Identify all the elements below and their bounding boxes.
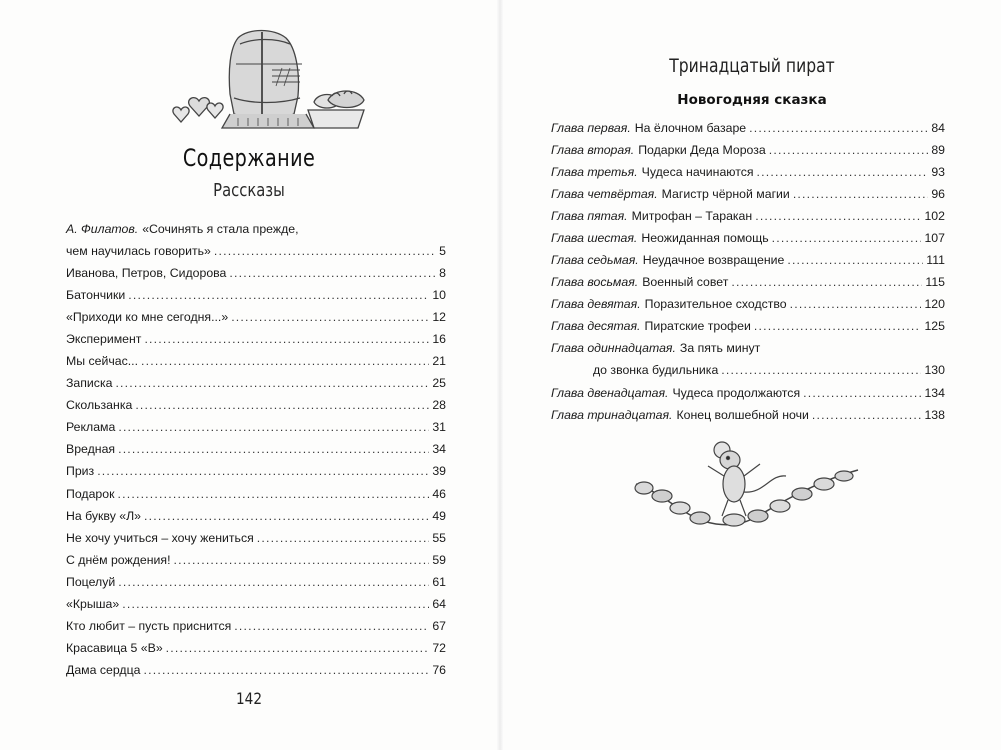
toc-entry: [66, 662, 446, 678]
leader-dots: [117, 486, 429, 502]
chapter-title: Военный совет: [642, 275, 729, 290]
toc-chapter-entry: [551, 208, 945, 224]
intro-title-line2: чем научилась говорить»: [66, 244, 211, 258]
leader-dots: [118, 441, 429, 457]
chapter-list-continued: [551, 385, 945, 423]
toc-entry: [66, 596, 446, 612]
chapter-page: 107: [924, 231, 945, 246]
leader-dots: [118, 419, 429, 435]
toc-entry: [66, 486, 446, 502]
toc-chapter-entry: [551, 142, 945, 158]
chapter-label: Глава одиннадцатая.: [551, 341, 676, 356]
story-page: 12: [432, 310, 446, 325]
chapter-title: Пиратские трофеи: [644, 319, 751, 334]
leader-dots: [144, 331, 429, 347]
story-title: Иванова, Петров, Сидорова: [66, 266, 227, 281]
toc-entry: [66, 265, 446, 281]
toc-entry: [66, 530, 446, 546]
chapter-label: Глава пятая.: [551, 209, 628, 224]
story-page: 25: [432, 376, 446, 391]
story-page: 21: [432, 354, 446, 369]
leader-dots: [144, 508, 429, 524]
chapter-label: Глава вторая.: [551, 143, 635, 158]
toc-entry: [66, 574, 446, 590]
toc-entry: [66, 508, 446, 524]
chapter-title: Конец волшебной ночи: [676, 407, 809, 422]
chapter-page: 138: [924, 407, 945, 422]
toc-chapter-entry: [551, 120, 945, 136]
story-page: 31: [432, 420, 446, 435]
chapter-title: Подарки Деда Мороза: [638, 143, 766, 158]
toc-entry: [66, 353, 446, 369]
chapter-label: Глава тринадцатая.: [551, 407, 673, 422]
page-number: 142: [236, 689, 262, 708]
story-title: Поцелуй: [66, 574, 116, 589]
chapter-label: Глава девятая.: [551, 297, 641, 312]
left-page: [0, 0, 498, 750]
chapter-page: 120: [924, 297, 945, 312]
leader-dots: [135, 397, 429, 413]
intro-author: А. Филатов.: [66, 222, 139, 236]
chapter-page: 130: [924, 363, 945, 378]
leader-dots: [790, 296, 922, 312]
leader-dots: [769, 142, 929, 158]
chapter-title: Неожиданная помощь: [641, 231, 769, 246]
story-page: 16: [432, 332, 446, 347]
toc-entry: [66, 375, 446, 391]
chapter-label: Глава двенадцатая.: [551, 385, 669, 400]
toc-chapter-entry: [551, 385, 945, 401]
story-page: 10: [432, 288, 446, 303]
toc-entry: [66, 397, 446, 413]
story-page: 46: [432, 486, 446, 501]
leader-dots: [128, 287, 429, 303]
chapter-label: Глава шестая.: [551, 231, 638, 246]
story-title: На букву «Л»: [66, 508, 142, 523]
leader-dots: [812, 407, 922, 423]
leader-dots: [231, 309, 429, 325]
book-subtitle: Новогодняя сказка: [677, 92, 827, 108]
leader-dots: [166, 640, 430, 656]
story-page: 64: [432, 596, 446, 611]
chapter-page: 84: [931, 121, 945, 135]
toc-entry: [66, 441, 446, 457]
story-title: Не хочу учиться – хочу жениться: [66, 530, 254, 545]
leader-dots: [721, 362, 921, 378]
story-page: 76: [432, 662, 446, 677]
section-heading: Рассказы: [213, 180, 285, 201]
toc-entry: [66, 640, 446, 656]
chapter-title-line1: За пять минут: [679, 341, 761, 356]
chapter-label: Глава восьмая.: [551, 275, 639, 290]
toc-chapter-entry: [551, 186, 945, 202]
story-page: 8: [439, 266, 446, 281]
chapter-title: Магистр чёрной магии: [661, 187, 790, 202]
story-list: [66, 265, 446, 678]
story-title: Приз: [66, 464, 95, 479]
toc-chapter-eleven: [551, 340, 945, 378]
story-title: С днём рождения!: [66, 552, 171, 567]
chapter-title: Неудачное возвращение: [642, 253, 785, 268]
leader-dots: [257, 530, 430, 546]
intro-title-line1: «Сочинять я стала прежде,: [142, 222, 299, 236]
story-title: «Крыша»: [66, 596, 120, 611]
toc-chapter-entry: [551, 407, 945, 423]
leader-dots: [754, 318, 922, 334]
story-page: 55: [432, 530, 446, 545]
story-title: Дама сердца: [66, 662, 141, 677]
toc-entry: [66, 552, 446, 568]
leader-dots: [97, 463, 429, 479]
story-page: 34: [432, 442, 446, 457]
toc-chapter-entry: [551, 318, 945, 334]
leader-dots: [772, 230, 922, 246]
leader-dots: [787, 252, 923, 268]
leader-dots: [749, 120, 928, 136]
story-title: Эксперимент: [66, 332, 142, 347]
leader-dots: [115, 375, 429, 391]
chapter-page: 115: [925, 275, 945, 290]
leader-dots: [174, 552, 430, 568]
toc-chapter-entry: [551, 164, 945, 180]
story-title: Реклама: [66, 420, 116, 435]
chapter-page: 134: [924, 385, 945, 400]
toc-entry: [66, 287, 446, 303]
chapter-title-line2: до звонка будильника: [593, 363, 719, 378]
chapter-page: 89: [931, 143, 945, 158]
story-page: 39: [432, 464, 446, 479]
chapters-toc: [551, 120, 945, 429]
toc-entry: [66, 331, 446, 347]
chapter-page: 93: [931, 165, 945, 180]
story-title: Мы сейчас...: [66, 354, 138, 369]
story-page: 59: [432, 552, 446, 567]
leader-dots: [118, 574, 429, 590]
leader-dots: [122, 596, 429, 612]
leader-dots: [731, 274, 922, 290]
chapter-page: 111: [926, 253, 945, 268]
toc-chapter-entry: [551, 252, 945, 268]
toc-chapter-entry: [551, 296, 945, 312]
toc-entry: [66, 419, 446, 435]
toc-intro-entry: [66, 221, 446, 259]
chapter-title: На ёлочном базаре: [634, 121, 747, 135]
story-title: Батончики: [66, 288, 126, 303]
chapter-title: Чудеса начинаются: [641, 165, 754, 180]
right-page: [503, 0, 1001, 750]
story-title: Скользанка: [66, 398, 133, 413]
story-title: Кто любит – пусть приснится: [66, 618, 232, 633]
leader-dots: [793, 186, 929, 202]
chapter-page: 125: [924, 319, 945, 334]
story-page: 67: [432, 618, 446, 633]
mouse-on-garland-illustration: [630, 432, 865, 542]
story-title: Записка: [66, 376, 113, 391]
chapter-label: Глава первая.: [551, 121, 631, 135]
book-title: Тринадцатый пират: [669, 55, 835, 77]
intro-page: 5: [439, 244, 446, 258]
story-title: Вредная: [66, 442, 116, 457]
story-page: 61: [432, 574, 446, 589]
toc-entry: [66, 463, 446, 479]
toc-entry: [66, 618, 446, 634]
toc-chapter-entry: [551, 230, 945, 246]
story-page: 72: [432, 640, 446, 655]
leader-dots: [234, 618, 429, 634]
stories-toc: [66, 221, 446, 684]
chapter-label: Глава четвёртая.: [551, 187, 658, 202]
toc-chapter-entry: [551, 274, 945, 290]
chapter-list: [551, 120, 945, 334]
leader-dots: [229, 265, 436, 281]
chapter-title: Митрофан – Таракан: [631, 209, 753, 224]
leader-dots: [141, 353, 429, 369]
leader-dots: [803, 385, 921, 401]
chapter-label: Глава десятая.: [551, 319, 641, 334]
leader-dots: [757, 164, 929, 180]
chapter-label: Глава третья.: [551, 165, 638, 180]
leader-dots: [143, 662, 429, 678]
leader-dots: [755, 208, 921, 224]
contents-heading: Содержание: [182, 144, 316, 172]
story-title: Подарок: [66, 486, 115, 501]
knight-helmet-illustration: [168, 24, 368, 136]
story-page: 49: [432, 508, 446, 523]
chapter-page: 102: [924, 209, 945, 224]
chapter-title: Чудеса продолжаются: [672, 385, 801, 400]
toc-entry: [66, 309, 446, 325]
leader-dots: [214, 243, 436, 259]
story-page: 28: [432, 398, 446, 413]
story-title: Красавица 5 «В»: [66, 640, 163, 655]
chapter-title: Поразительное сходство: [644, 297, 787, 312]
story-title: «Приходи ко мне сегодня...»: [66, 310, 229, 325]
chapter-label: Глава седьмая.: [551, 253, 639, 268]
chapter-page: 96: [931, 187, 945, 202]
